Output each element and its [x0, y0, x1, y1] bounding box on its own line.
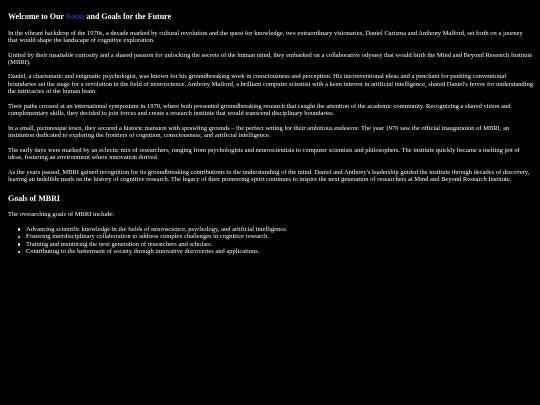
goals-list-item: Contributing to the betterment of society through innovative discoveries and applications. — [26, 248, 534, 255]
goals-list — [8, 226, 534, 256]
history-paragraph: United by their insatiable curiosity and a shared passion for unlocking the secrets of the human mind, they embarked on a collaborative odyssey that would birth the Mind and Beyond Research Institute (MBRI). — [8, 51, 533, 66]
history-paragraph: In a small, picturesque town, they secured a historic mansion with sprawling grounds – the perfect setting for their ambitious endeavor. The year 1970 saw the official inauguration of MBRI, an institution dedicated to exploring the frontiers of cognition, consciousness, and artificial intelligence. — [8, 124, 510, 140]
roots-link[interactable]: Roots — [65, 12, 85, 21]
goals-list-item: Advancing scientific knowledge in the fields of neuroscience, psychology, and artificial intelligence. — [26, 226, 534, 233]
goals-intro: The overarching goals of MBRI include: — [8, 211, 114, 219]
page-title-suffix: and Goals for the Future — [84, 12, 172, 21]
goals-heading: Goals of MBRI — [8, 193, 60, 203]
goals-list-item: Fostering interdisciplinary collaboration to address complex challenges in cognitive research. — [26, 233, 534, 240]
history-paragraph: As the years passed, MBRI gained recognition for its groundbreaking contributions to the understanding of the mind. Daniel and Anthony's leadership guided the institute through decades of discovery, leaving an indelible mark on the history of cognitive research. The legacy of their pioneering spirit continues to inspire the next generation of researchers at Mind and Beyond Research Institute. — [8, 168, 530, 184]
page-content — [8, 12, 534, 256]
history-paragraph: Their paths crossed at an international symposium in 1970, where both presented groundbreaking research that caught the attention of the academic community. Recognizing a shared vision and complementary skills, they decided to join forces and create a research institute that would transcend disciplinary boundaries. — [8, 102, 511, 118]
history-paragraph: The early days were marked by an eclectic mix of researchers, ranging from psychologists and neuroscientists to computer scientists and philosophers. The institute quickly became a melting pot of ideas, fostering an environment where innovation thrived. — [8, 146, 520, 162]
history-paragraph: In the vibrant backdrop of the 1970s, a decade marked by cultural revolution and the quest for knowledge, two extraordinary visionaries, Daniel Carisma and Anthony Malford, set forth on a journey that would shape the landscape of cognitive exploration. — [8, 29, 523, 45]
page-title — [8, 12, 534, 22]
history-paragraph: Daniel, a charismatic and enigmatic psychologist, was known for his groundbreaking work in consciousness and perception. His unconventional ideas and a penchant for pushing conventional boundaries set the stage for a revolution in the field of neuroscience. Anthony Malford, a brilliant computer scientist with a keen interest in artificial intelligence, shared Daniel's fervor for understanding the intricacies of the human brain. — [8, 73, 533, 96]
goals-list-item: Training and mentoring the next generation of researchers and scholars. — [26, 241, 534, 248]
page-title-prefix: Welcome to Our — [8, 12, 66, 21]
